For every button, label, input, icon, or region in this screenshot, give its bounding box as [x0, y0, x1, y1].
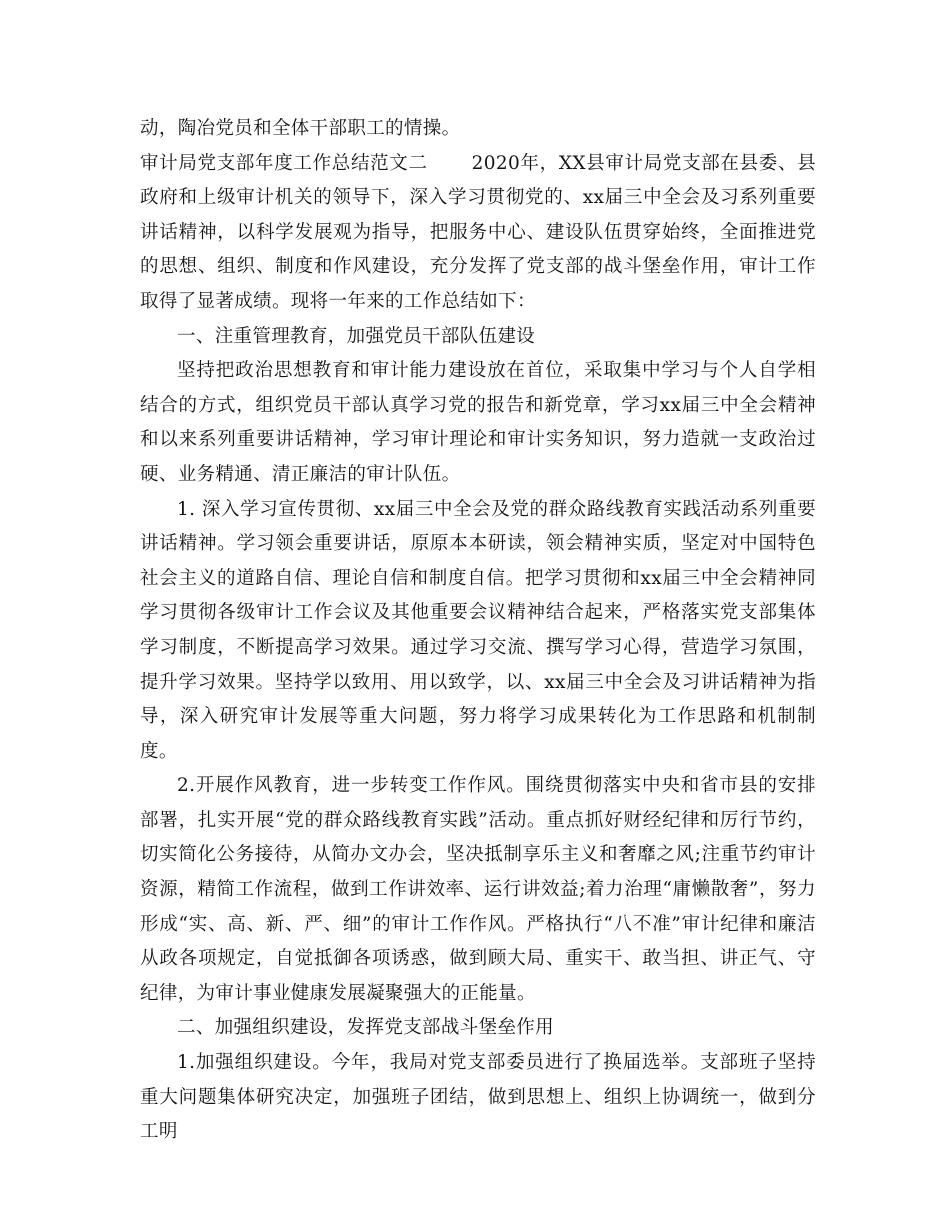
paragraph-item-1: 1. 深入学习宣传贯彻、xx届三中全会及党的群众路线教育实践活动系列重要讲话精神。学习领会重要讲话，原原本本研读，领会精神实质，坚定对中国特色社会主义的道路自信、理论自信和制度自信。把学习贯彻和xx届三中全会精神同学习贯彻各级审计工作会议及其他重要会议精神结合起来，严格落实党支部集体学习制度，不断提高学习效果。通过学习交流、撰写学习心得，营造学习氛围，提升学习效果。坚持学以致用、用以致学，以、xx届三中全会及习讲话精神为指导，深入研究审计发展等重大问题，努力将学习成果转化为工作思路和机制制度。 — [140, 498, 816, 762]
heading-part-two: 二、加强组织建设，发挥党支部战斗堡垒作用 — [177, 1017, 555, 1039]
document-body — [140, 112, 816, 1150]
intro-text: 2020年，XX县审计局党支部在县委、县政府和上级审计机关的领导下，深入学习贯彻党的、xx届三中全会及习系列重要讲话精神，以科学发展观为指导，把服务中心、建设队伍贯穿始终，全面推进党的思想、组织、制度和作风建设，充分发挥了党支部的战斗堡垒作用，审计工作取得了显著成绩。现将一年来的工作总结如下： — [140, 152, 816, 312]
paragraph-political-education: 坚持把政治思想教育和审计能力建设放在首位，采取集中学习与个人自学相结合的方式，组织党员干部认真学习党的报告和新党章，学习xx届三中全会精神和以来系列重要讲话精神，学习审计理论和审计实务知识，努力造就一支政治过硬、业务精通、清正廉洁的审计队伍。 — [140, 360, 816, 485]
paragraph-continuation: 动，陶冶党员和全体干部职工的情操。 — [140, 118, 461, 139]
paragraph-organization: 1.加强组织建设。今年，我局对党支部委员进行了换届选举。支部班子坚持重大问题集体研究决定，加强班子团结，做到思想上、组织上协调统一，做到分工明 — [140, 1052, 816, 1143]
paragraph-item-2: 2.开展作风教育，进一步转变工作作风。围绕贯彻落实中央和省市县的安排部署，扎实开展“党的群众路线教育实践”活动。重点抓好财经纪律和厉行节约，切实简化公务接待，从简办文办会，坚决抵制享乐主义和奢靡之风;注重节约审计资源，精简工作流程，做到工作讲效率、运行讲效益;着力治理“庸懒散奢”，努力形成“实、高、新、严、细”的审计工作作风。严格执行“八不准”审计纪律和廉洁从政各项规定，自觉抵御各项诱惑，做到顾大局、重实干、敢当担、讲正气、守纪律，为审计事业健康发展凝聚强大的正能量。 — [140, 775, 816, 1004]
heading-part-one: 一、注重管理教育，加强党员干部队伍建设 — [177, 325, 536, 347]
section-title: 审计局党支部年度工作总结范文二 — [140, 152, 428, 174]
paragraph-section-intro — [140, 147, 816, 320]
